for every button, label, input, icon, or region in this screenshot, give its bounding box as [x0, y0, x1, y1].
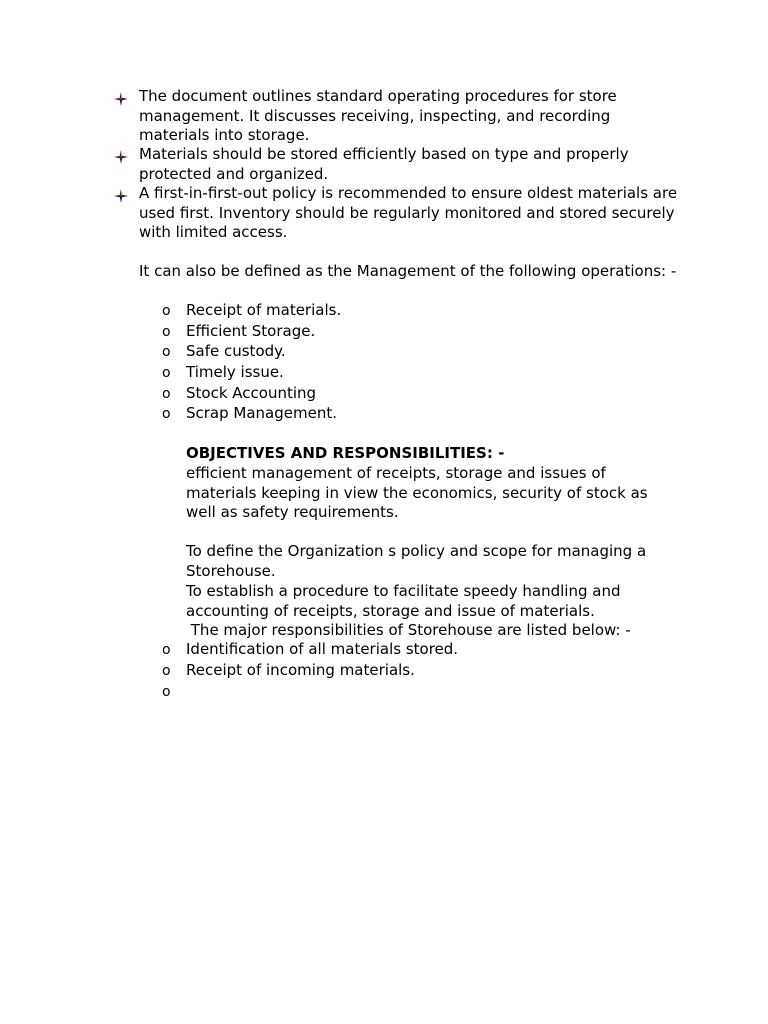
- list-marker: o: [162, 324, 171, 340]
- responsibilities-intro: The major responsibilities of Storehouse are listed below: -: [186, 621, 631, 639]
- define-paragraph: To define the Organization s policy and scope for managing a Storehouse.: [186, 542, 647, 580]
- list-marker: o: [162, 386, 171, 402]
- four-point-star-bullet-icon: [113, 91, 129, 107]
- list-marker: o: [162, 365, 171, 381]
- operation-item-issue: Timely issue.: [186, 363, 284, 381]
- objectives-paragraph: efficient management of receipts, storage and issues of materials keeping in view the economics, security of stock as well as safety requirements.: [186, 464, 648, 521]
- bullet-text-3: A first-in-first-out policy is recommended to ensure oldest materials are used first. Inventory should be regularly monitored and stored securely with limited access.: [139, 184, 678, 241]
- responsibility-item-receipt: Receipt of incoming materials.: [186, 661, 415, 679]
- intro-paragraph: It can also be defined as the Management of the following operations: -: [139, 262, 677, 280]
- establish-paragraph: To establish a procedure to facilitate speedy handling and accounting of receipts, storage and issue of materials.: [186, 582, 621, 620]
- operation-item-storage: Efficient Storage.: [186, 322, 316, 340]
- list-marker: o: [162, 303, 171, 319]
- list-marker: o: [162, 406, 171, 422]
- list-marker: o: [162, 642, 171, 658]
- list-marker: o: [162, 663, 171, 679]
- list-marker: o: [162, 344, 171, 360]
- bullet-text-2: Materials should be stored efficiently based on type and properly protected and organized.: [139, 145, 629, 183]
- operation-item-receipt: Receipt of materials.: [186, 301, 342, 319]
- objectives-heading: OBJECTIVES AND RESPONSIBILITIES: -: [186, 444, 505, 462]
- four-point-star-bullet-icon: [113, 188, 129, 204]
- operation-item-accounting: Stock Accounting: [186, 384, 317, 402]
- responsibility-item-identification: Identification of all materials stored.: [186, 640, 459, 658]
- bullet-text-1: The document outlines standard operating procedures for store management. It discusses receiving, inspecting, and recording materials into storage.: [139, 87, 617, 144]
- operation-item-custody: Safe custody.: [186, 342, 286, 360]
- four-point-star-bullet-icon: [113, 149, 129, 165]
- operation-item-scrap: Scrap Management.: [186, 404, 337, 422]
- list-marker: o: [162, 684, 171, 700]
